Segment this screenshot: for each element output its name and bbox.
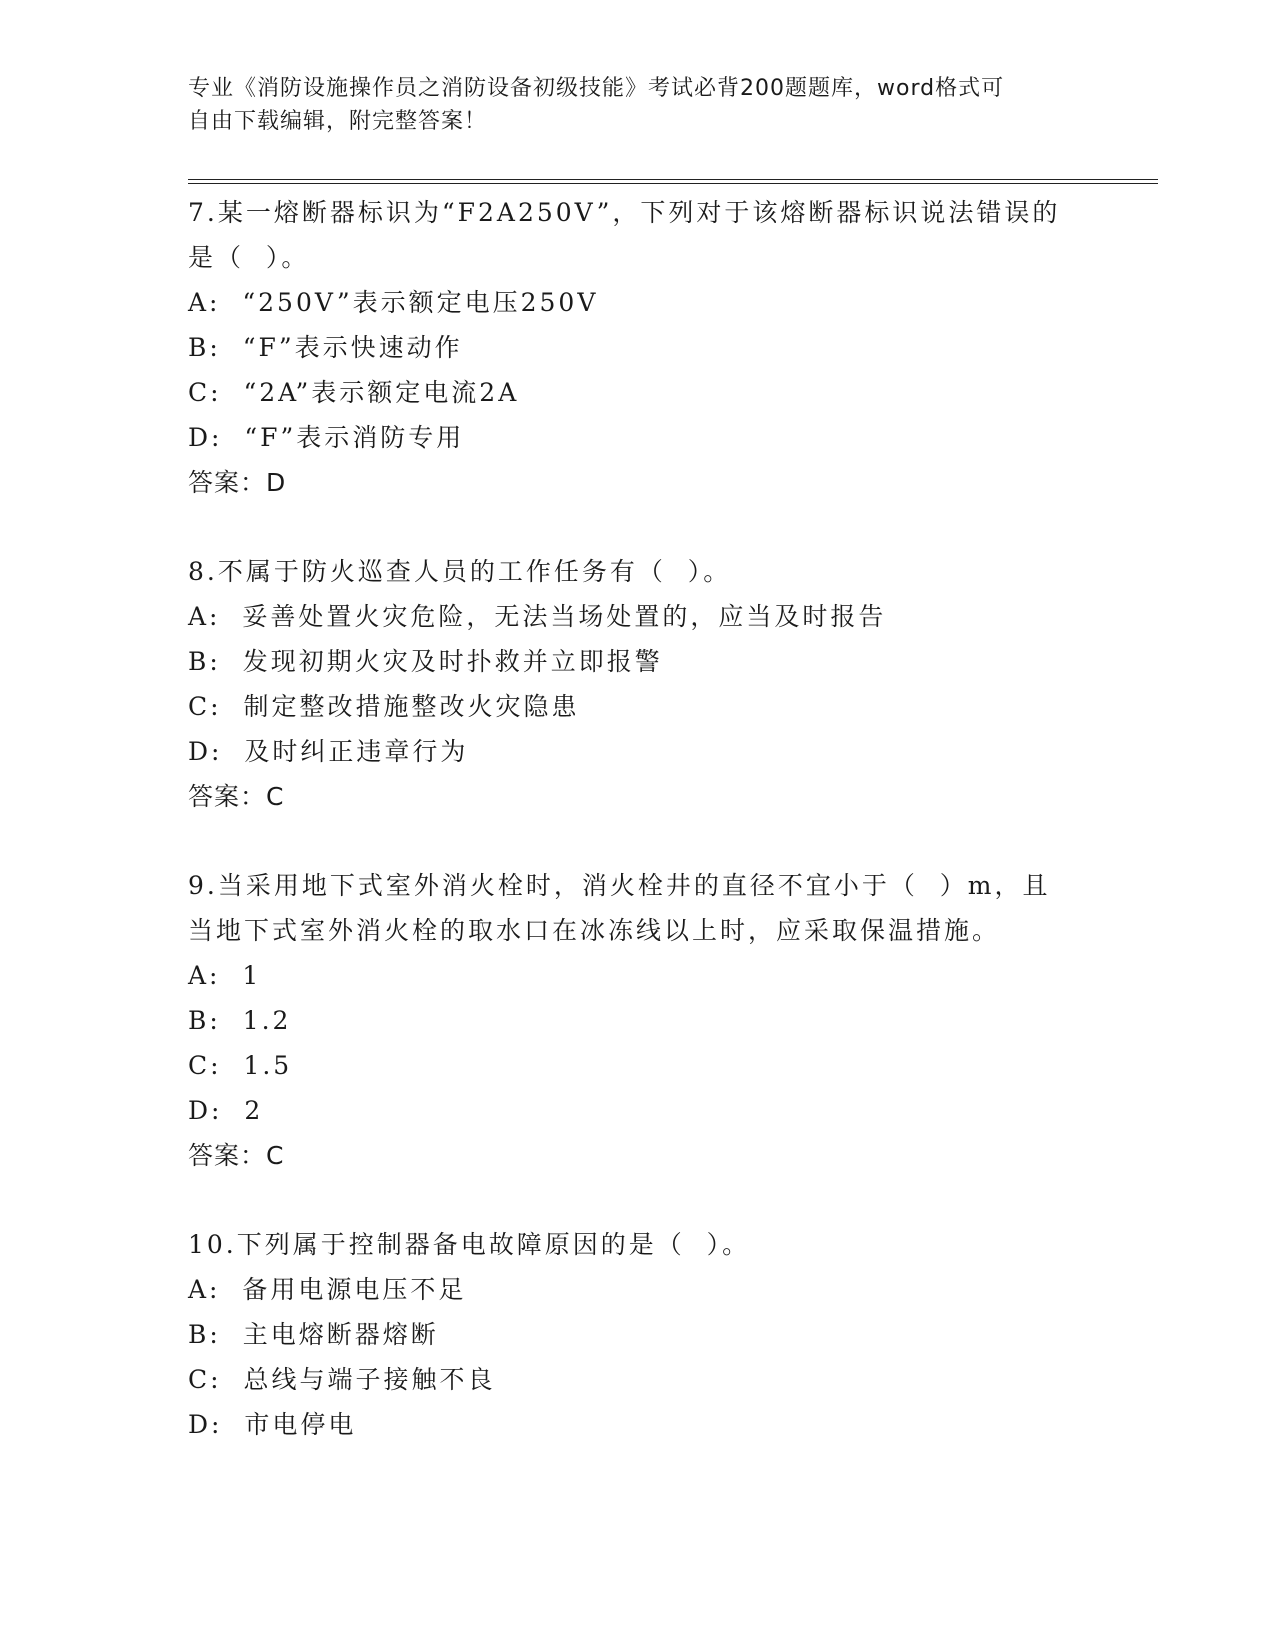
header-divider-bottom bbox=[188, 183, 1158, 184]
option-b: B: 1.2 bbox=[188, 1006, 292, 1035]
header-line-2: 自由下载编辑，附完整答案！ bbox=[188, 109, 488, 134]
option-c: C: 1.5 bbox=[188, 1051, 293, 1080]
answer: 答案：D bbox=[188, 468, 287, 497]
option-c: C: 制定整改措施整改火灾隐患 bbox=[188, 692, 580, 721]
question-9 bbox=[188, 863, 1088, 1178]
option-d: D: 及时纠正违章行为 bbox=[188, 737, 469, 766]
option-c: C: 总线与端子接触不良 bbox=[188, 1365, 496, 1394]
option-d: D: 市电停电 bbox=[188, 1410, 357, 1439]
question-text-line-2: 当地下式室外消火栓的取水口在冰冻线以上时，应采取保温措施。 bbox=[188, 916, 1001, 945]
question-8 bbox=[188, 549, 1088, 819]
option-a: A: 备用电源电压不足 bbox=[188, 1275, 467, 1304]
option-a: A: “250V”表示额定电压250V bbox=[188, 288, 599, 317]
question-7 bbox=[188, 190, 1088, 505]
header-line-1: 专业《消防设施操作员之消防设备初级技能》考试必背200题题库，word格式可 bbox=[188, 76, 1005, 101]
question-list bbox=[188, 190, 1088, 1491]
option-a: A: 妥善处置火灾危险，无法当场处置的，应当及时报告 bbox=[188, 602, 887, 631]
option-c: C: “2A”表示额定电流2A bbox=[188, 378, 520, 407]
option-d: D: 2 bbox=[188, 1096, 264, 1125]
header-divider-top bbox=[188, 179, 1158, 180]
option-b: B: “F”表示快速动作 bbox=[188, 333, 463, 362]
question-text-line-1: 9.当采用地下式室外消火栓时，消火栓井的直径不宜小于（ ）m，且 bbox=[188, 871, 1051, 900]
option-d: D: “F”表示消防专用 bbox=[188, 423, 465, 452]
option-b: B: 主电熔断器熔断 bbox=[188, 1320, 439, 1349]
answer: 答案：C bbox=[188, 1141, 285, 1170]
answer: 答案：C bbox=[188, 782, 285, 811]
question-text-line-1: 8.不属于防火巡查人员的工作任务有（ ）。 bbox=[188, 557, 732, 586]
option-a: A: 1 bbox=[188, 961, 262, 990]
document-header bbox=[188, 72, 1088, 138]
option-b: B: 发现初期火灾及时扑救并立即报警 bbox=[188, 647, 663, 676]
question-10 bbox=[188, 1222, 1088, 1447]
question-text-line-2: 是（ ）。 bbox=[188, 243, 310, 272]
question-text-line-1: 10.下列属于控制器备电故障原因的是（ ）。 bbox=[188, 1230, 751, 1259]
question-text-line-1: 7.某一熔断器标识为“F2A250V”，下列对于该熔断器标识说法错误的 bbox=[188, 198, 1061, 227]
